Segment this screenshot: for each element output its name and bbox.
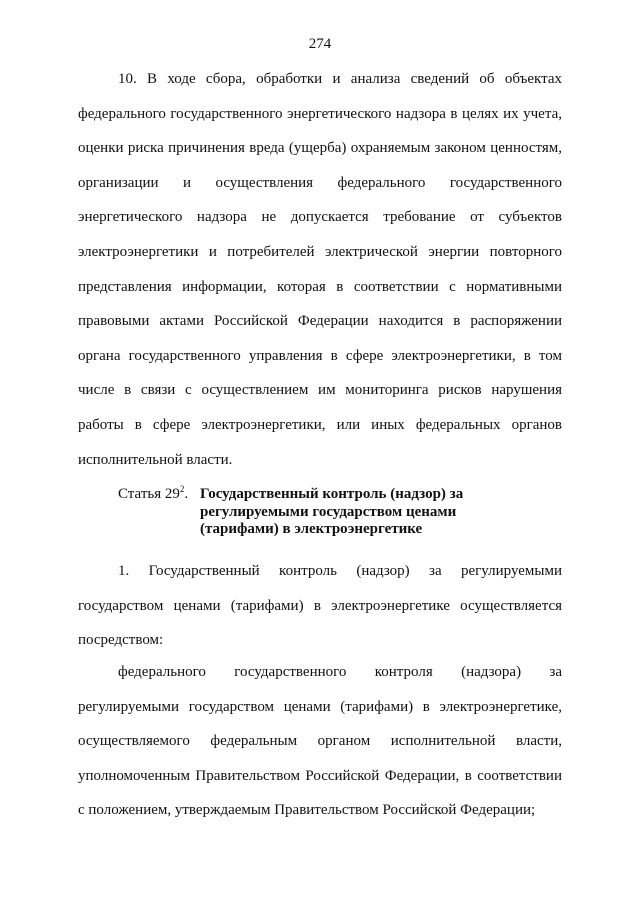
article-title: Государственный контроль (надзор) за регулируемыми государством ценами (тарифами) в электроэнергетике [200, 486, 464, 537]
paragraph-10: 10. В ходе сбора, обработки и анализа сведений об объектах федерального государственного энергетического надзора в целях их учета, оценки риска причинения вреда (ущерба) охраняемым законом ценностям, организации и осуществления федерального государственного энергетического надзора не допускается требование от субъектов электроэнергетики и потребителей электрической энергии повторного представления информации, которая в соответствии с нормативными правовыми актами Российской Федерации находится в распоряжении органа государственного управления в сфере электроэнергетики, в том числе в связи с осуществлением им мониторинга рисков нарушения работы в сфере электроэнергетики, или иных федеральных органов исполнительной власти. [78, 71, 562, 468]
paragraph-federal-control: федерального государственного контроля (надзора) за регулируемыми государством ценами (тарифами) в электроэнергетике, осуществляемого федеральным органом исполнительной власти, уполномоченным Правительством Российской Федерации, в соответствии с положением, утверждаемым Правительством Российской Федерации; [78, 664, 562, 819]
article-label-suffix: . [184, 486, 189, 502]
article-label [118, 486, 188, 504]
article-superscript: 2 [179, 484, 185, 494]
article-number: Статья 29 [118, 486, 180, 502]
page-number: 274 [308, 36, 332, 52]
paragraph-1: 1. Государственный контроль (надзор) за регулируемыми государством ценами (тарифами) в электроэнергетике осуществляется посредством: [78, 563, 562, 649]
